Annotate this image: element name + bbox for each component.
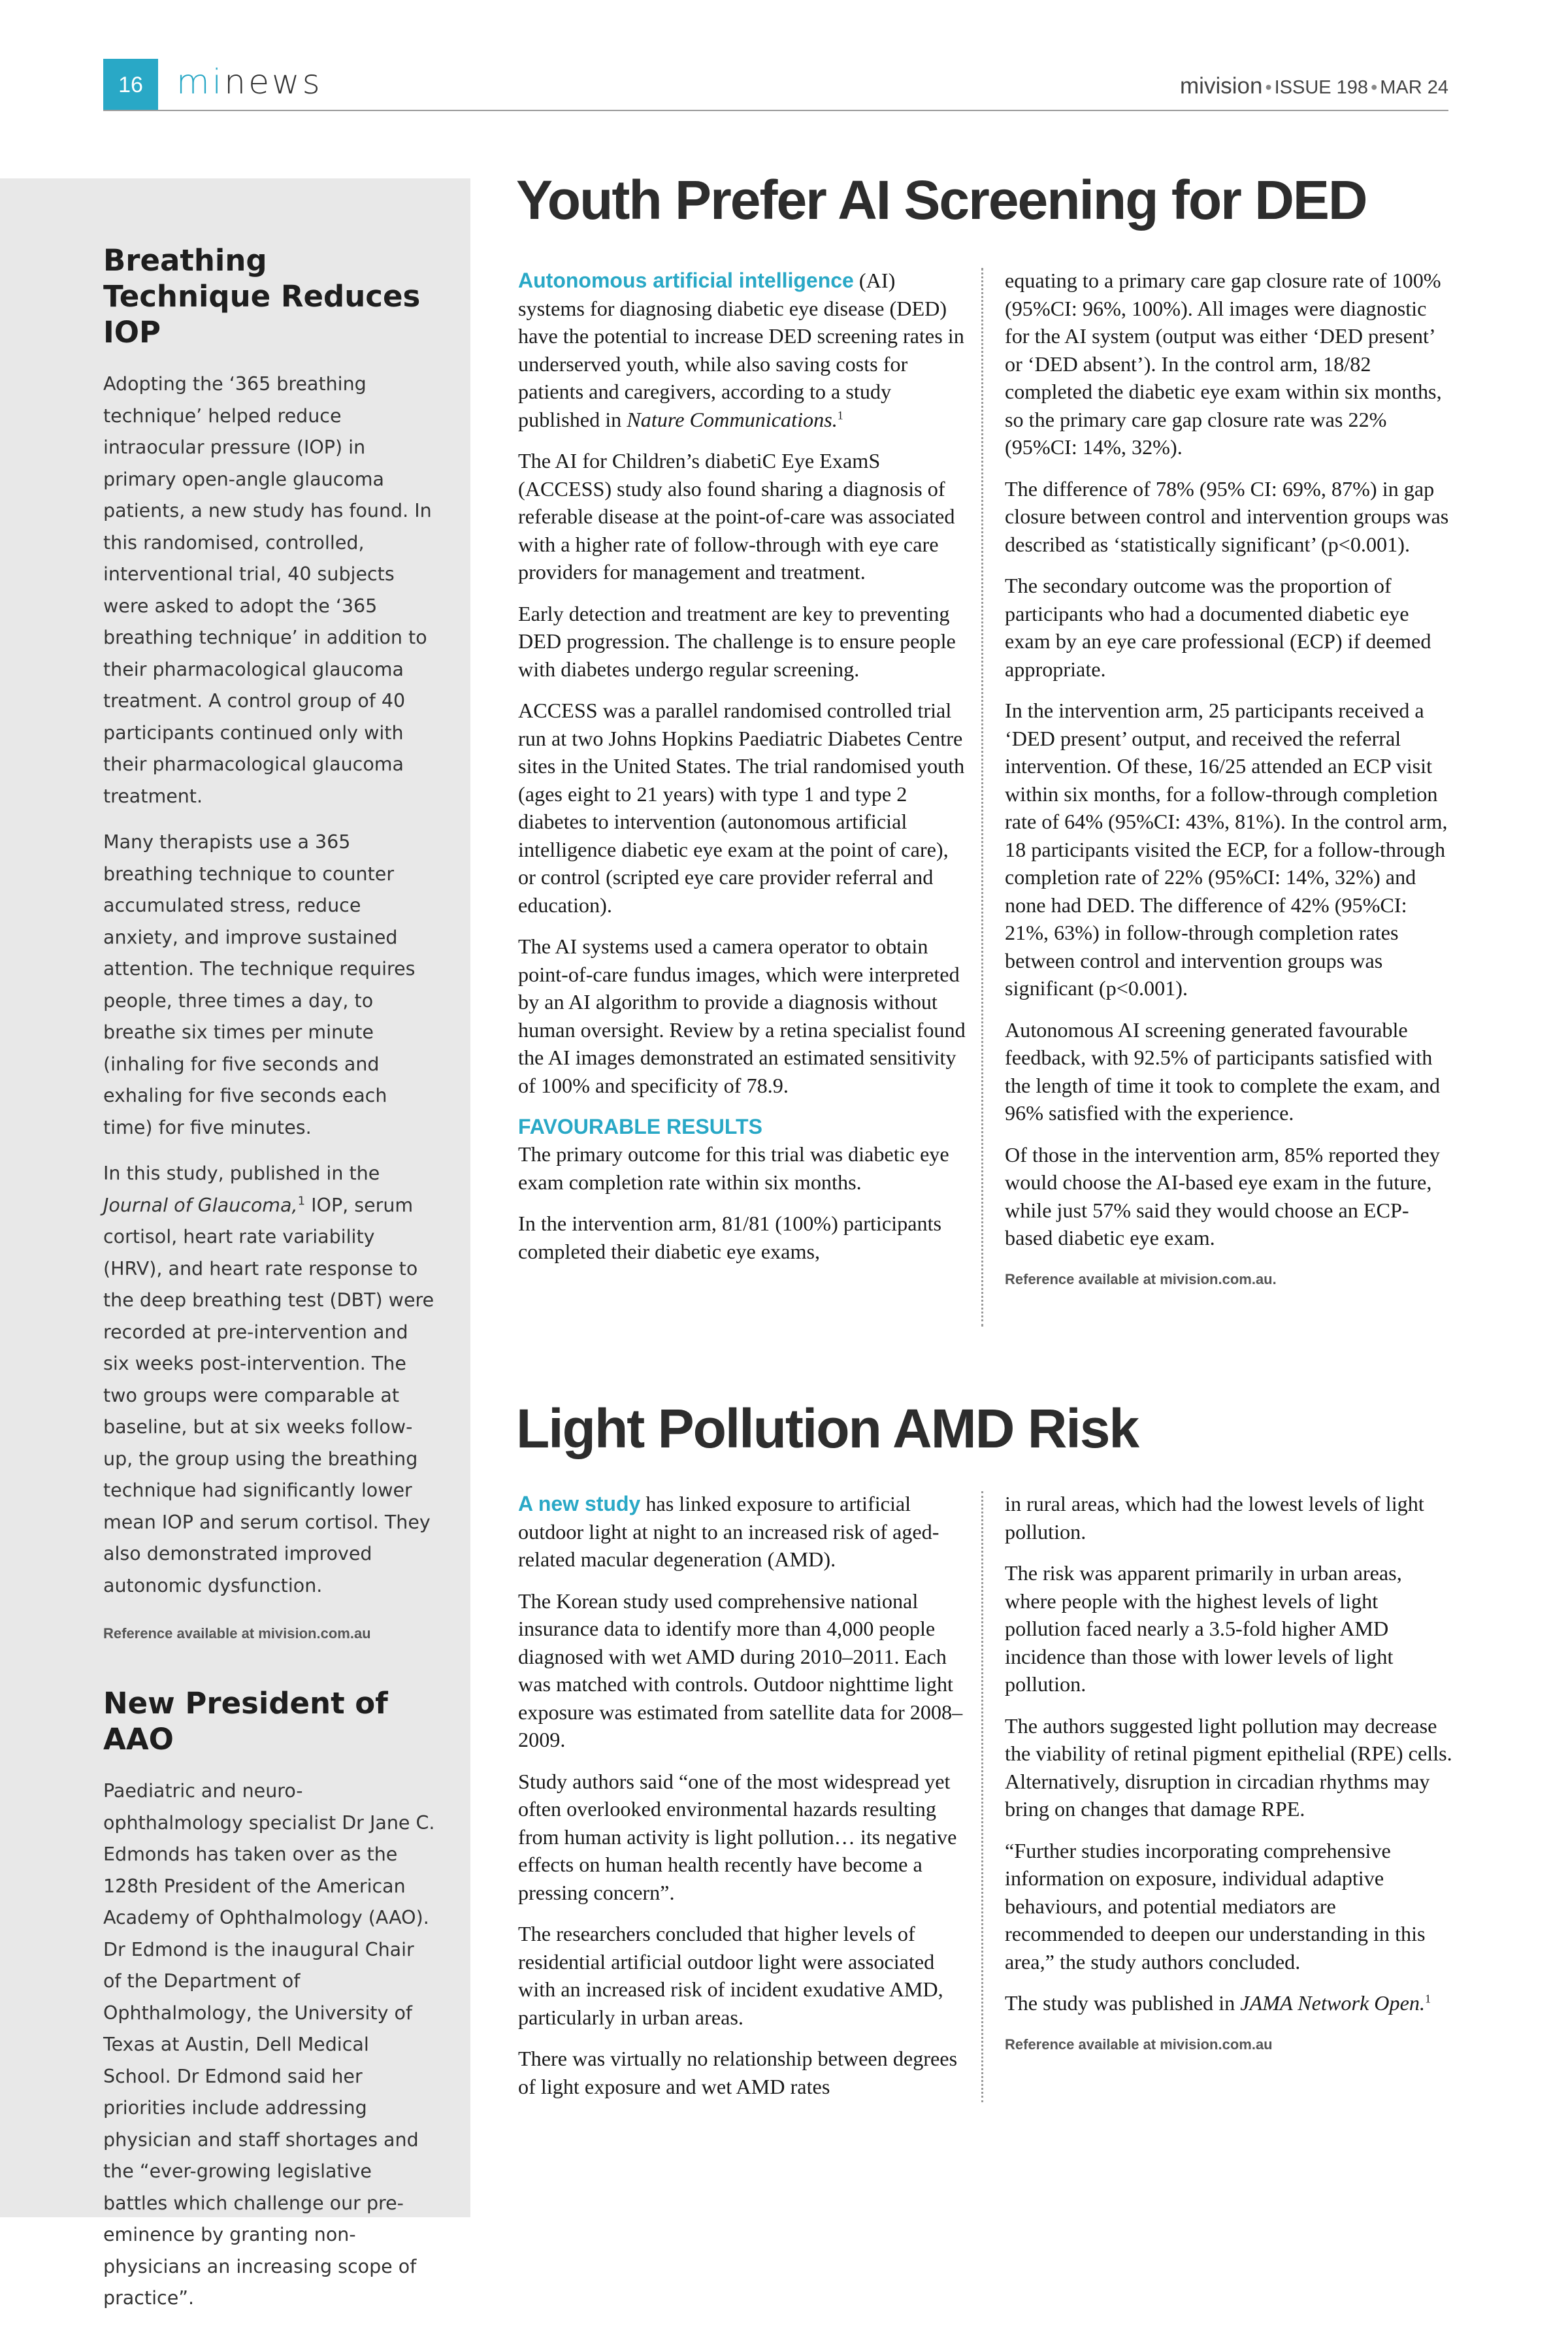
breathing-paragraph: Adopting the ‘365 breathing technique’ helped reduce intraocular pressure (IOP) in primary open-angle glaucoma patients, a new study has found. In this randomised, controlled, interventional trial, 40 subjects were asked to adopt the ‘365 breathing technique’ in addition to their pharmacological glaucoma treatment. A control group of 40 participants continued only with their pharmacological glaucoma treatment. xyxy=(103,373,432,807)
ded-column-left xyxy=(518,267,966,1279)
body-paragraph: in rural areas, which had the lowest levels of light pollution. xyxy=(1005,1492,1424,1544)
column-divider xyxy=(981,268,983,1327)
text-run: (AI) systems for diagnosing diabetic eye disease (DED) have the potential to increase DED screening rates in underserved youth, while also saving costs for patients and caregivers, according to a study published in xyxy=(518,269,964,431)
issue-info xyxy=(1180,73,1448,101)
subheading: FAVOURABLE RESULTS xyxy=(518,1115,762,1138)
article-title-ded: Youth Prefer AI Screening for DED xyxy=(516,169,1367,231)
issue-number: ISSUE 198 xyxy=(1274,77,1369,98)
body-paragraph: The AI systems used a camera operator to obtain point-of-care fundus images, which were interpreted by an AI algorithm to provide a diagnosis without human oversight. Review by a retina specialist found the AI images demonstrated an estimated sensitivity of 100% and specificity of 78.9. xyxy=(518,934,966,1097)
footnote-marker: 1 xyxy=(837,408,843,421)
text-run: In this study, published in the xyxy=(103,1163,380,1184)
ded-column-right xyxy=(1005,267,1452,1293)
body-paragraph: ACCESS was a parallel randomised controlled trial run at two Johns Hopkins Paediatric Diabetes Centre sites in the United States. The trial randomised youth (ages eight to 21 years) with type 1 and type 2 diabetes to intervention (autonomous artificial intelligence diabetic eye exam at the point of care), or control (scripted eye care provider referral and education). xyxy=(518,699,965,917)
text-run: The study was published in xyxy=(1005,1991,1241,2015)
separator-dot: • xyxy=(1371,77,1378,98)
body-paragraph: In the intervention arm, 81/81 (100%) participants completed their diabetic eye exams, xyxy=(518,1212,942,1263)
breathing-paragraph: Many therapists use a 365 breathing technique to counter accumulated stress, reduce anxiety, and improve sustained attention. The technique requires people, three times a day, to breathe six times per minute (inhaling for five seconds and exhaling for five seconds each time) for five minutes. xyxy=(103,831,416,1138)
section-brand xyxy=(176,63,323,102)
lead-in: Autonomous artificial intelligence xyxy=(518,269,854,292)
issue-date: MAR 24 xyxy=(1380,77,1448,98)
amd-reference: Reference available at mivision.com.au xyxy=(1005,2036,1273,2053)
magazine-name: mivision xyxy=(1180,73,1263,99)
breathing-paragraph xyxy=(103,1158,436,1602)
body-paragraph: Study authors said “one of the most widespread yet often overlooked environmental hazards resulting from human activity is light pollution… its negative effects on human health recently have become a pressing concern”. xyxy=(518,1769,957,1904)
body-paragraph: The researchers concluded that higher levels of residential artificial outdoor light were associated with an increased risk of incident exudative AMD, particularly in urban areas. xyxy=(518,1922,943,2029)
breathing-title: Breathing Technique Reduces IOP xyxy=(103,243,421,350)
body-paragraph: In the intervention arm, 25 participants received a ‘DED present’ output, and received the referral intervention. Of these, 16/25 attended an ECP visit within six months, for a follow-through completion rate of 64% (95%CI: 43%, 81%). In the control arm, 18 participants visited the ECP, for a follow-through completion rate of 22% (95%CI: 14%, 32%) and none had DED. The difference of 42% (95%CI: 21%, 63%) in follow-through completion rates between control and intervention groups was significant (p<0.001). xyxy=(1005,699,1448,1000)
footnote-marker: 1 xyxy=(297,1194,306,1208)
body-paragraph: Autonomous AI screening generated favourable feedback, with 92.5% of participants satisfied with the length of time it took to complete the exam, and 96% satisfied with the experience. xyxy=(1005,1017,1440,1125)
body-paragraph: Early detection and treatment are key to preventing DED progression. The challenge is to ensure people with diabetes undergo regular screening. xyxy=(518,601,956,681)
sidebar-content xyxy=(103,242,436,2329)
body-paragraph: The Korean study used comprehensive national insurance data to identify more than 4,000 people diagnosed with wet AMD during 2010–2011. Each was matched with controls. Outdoor nighttime light exposure was estimated from satellite data for 2008–2009. xyxy=(518,1589,963,1751)
column-divider xyxy=(981,1491,983,2102)
body-paragraph xyxy=(518,267,966,433)
brand-rest: news xyxy=(224,63,323,102)
aao-title: New President of AAO xyxy=(103,1686,388,1757)
text-run: has linked exposure to artificial outdoor light at night to an increased risk of aged-related macular degeneration (AMD). xyxy=(518,1492,939,1571)
page-number: 16 xyxy=(103,59,158,111)
body-paragraph: The AI for Children’s diabetiC Eye ExamS (ACCESS) study also found sharing a diagnosis of referable disease at the point-of-care was associated with a higher rate of follow-through with eye care providers for management and treatment. xyxy=(518,449,955,584)
body-paragraph: The primary outcome for this trial was diabetic eye exam completion rate within six months. xyxy=(518,1142,949,1194)
amd-column-left xyxy=(518,1490,966,2114)
journal-name: Journal of Glaucoma, xyxy=(103,1194,298,1216)
separator-dot: • xyxy=(1265,77,1272,98)
news-sidebar xyxy=(0,178,470,2309)
lead-in: A new study xyxy=(518,1492,641,1515)
body-paragraph xyxy=(518,1490,966,1574)
body-paragraph: The secondary outcome was the proportion of participants who had a documented diabetic eye exam by an eye care professional (ECP) if deemed appropriate. xyxy=(1005,574,1431,681)
body-paragraph: There was virtually no relationship between degrees of light exposure and wet AMD rates xyxy=(518,2047,958,2098)
body-paragraph: “Further studies incorporating comprehensive information on exposure, individual adaptive behaviours, and potential mediators are recommended to deepen our understanding in this area,” the study authors concluded. xyxy=(1005,1838,1426,1974)
breathing-reference: Reference available at mivision.com.au xyxy=(103,1625,371,1642)
header-rule xyxy=(103,110,1448,111)
body-paragraph: Of those in the intervention arm, 85% reported they would choose the AI-based eye exam in the future, while just 57% said they would choose an ECP-based diabetic eye exam. xyxy=(1005,1142,1440,1249)
journal-name: JAMA Network Open. xyxy=(1240,1991,1426,2015)
body-paragraph: The difference of 78% (95% CI: 69%, 87%) in gap closure between control and intervention groups was described as ‘statistically significant’ (p<0.001). xyxy=(1005,476,1449,556)
body-paragraph: The authors suggested light pollution may decrease the viability of retinal pigment epithelial (RPE) cells. Alternatively, disruption in circadian rhythms may bring on changes that damage RPE. xyxy=(1005,1713,1452,1821)
footnote-marker: 1 xyxy=(1425,1992,1431,2006)
aao-paragraph: Paediatric and neuro-ophthalmology specialist Dr Jane C. Edmonds has taken over as the 128th President of the American Academy of Ophthalmology (AAO). Dr Edmond is the inaugural Chair of the Department of Ophthalmology, the University of Texas at Austin, Dell Medical School. Dr Edmond said her priorities include addressing physician and staff shortages and the “ever-growing legislative battles which challenge our pre-eminence by granting non-physicians an increasing scope of practice”. xyxy=(103,1780,435,2309)
text-run: IOP, serum cortisol, heart rate variability (HRV), and heart rate response to the deep breathing test (DBT) were recorded at pre-intervention and six weeks post-intervention. The two groups were comparable at baseline, but at six weeks follow-up, the group using the breathing technique had significantly lower mean IOP and serum cortisol. They also demonstrated improved autonomic dysfunction. xyxy=(103,1194,434,1596)
body-paragraph: equating to a primary care gap closure rate of 100% (95%CI: 96%, 100%). All images were diagnostic for the AI system (output was either ‘DED present’ or ‘DED absent’). In the control arm, 18/82 completed the diabetic eye exam within six months, so the primary care gap closure rate was 22% (95%CI: 14%, 32%). xyxy=(1005,269,1442,459)
ded-reference: Reference available at mivision.com.au. xyxy=(1005,1270,1277,1287)
brand-accent: mi xyxy=(176,63,225,102)
article-title-amd: Light Pollution AMD Risk xyxy=(516,1398,1139,1459)
journal-name: Nature Communications. xyxy=(627,407,838,431)
body-paragraph: The risk was apparent primarily in urban areas, where people with the highest levels of light pollution faced nearly a 3.5-fold higher AMD incidence than those with lower levels of light pollution. xyxy=(1005,1561,1402,1696)
amd-column-right xyxy=(1005,1490,1452,2058)
body-paragraph xyxy=(1005,1989,1452,2017)
